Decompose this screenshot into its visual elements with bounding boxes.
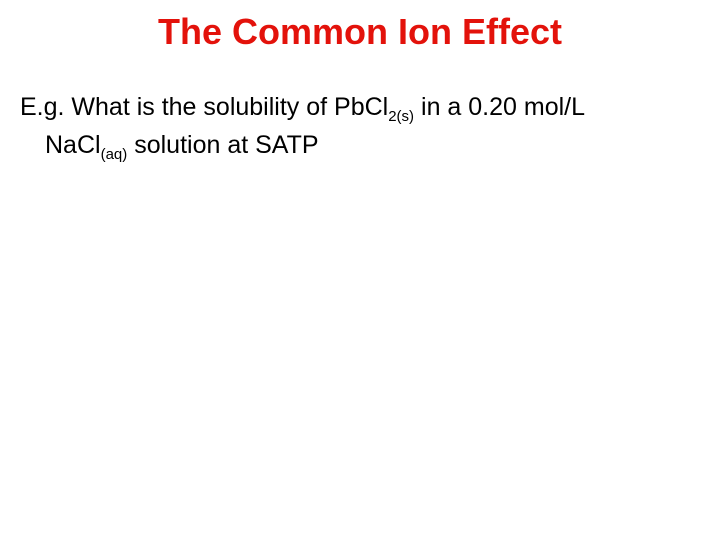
question-line-1 xyxy=(20,88,700,126)
slide-title: The Common Ion Effect xyxy=(158,11,562,52)
line2-suffix: solution at SATP xyxy=(127,131,319,159)
line1-suffix: in a 0.20 mol/L xyxy=(414,93,585,121)
line2-prefix: NaCl xyxy=(45,131,101,159)
line1-subscript: 2(s) xyxy=(388,108,415,125)
question-line-2 xyxy=(20,126,700,164)
line1-prefix: E.g. What is the solubility of PbCl xyxy=(20,93,389,121)
line2-subscript: (aq) xyxy=(100,146,128,163)
question-text xyxy=(20,88,700,164)
